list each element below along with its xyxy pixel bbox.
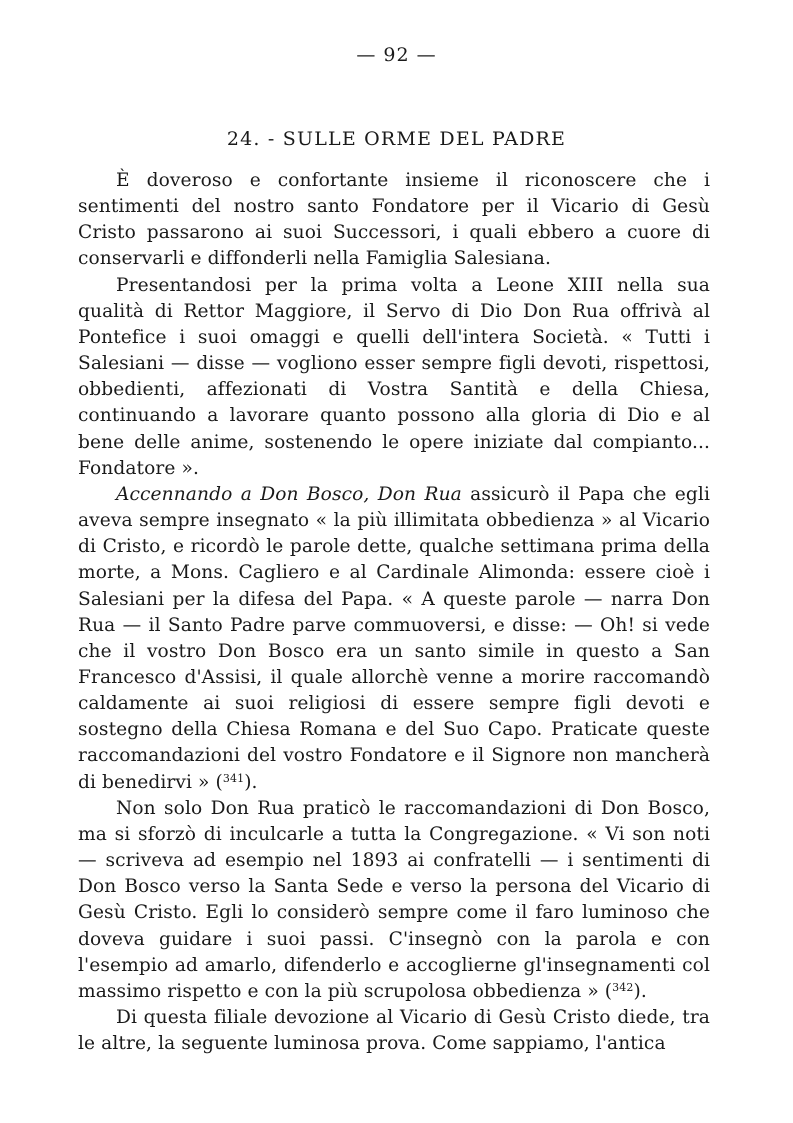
italic-phrase: Accennando a Don Bosco, Don Rua [116, 483, 462, 505]
footnote-ref-341: 341 [222, 771, 245, 785]
paragraph-3 [78, 482, 710, 796]
footnote-ref-342: 342 [612, 980, 634, 994]
paragraph-4-text: Non solo Don Rua praticò le raccomandazioni di Don Bosco, ma si sforzò di inculcarle a tutta la Congregazione. « Vi son noti — scriveva ad esempio nel 1893 ai confratelli — i sentimenti di Don Bosco verso la Santa Sede e verso la persona del Vicario di Gesù Cristo. Egli lo considerò sempre come il faro luminoso che doveva guidare i suoi passi. C'insegnò con la parola e con l'esempio ad amarlo, difenderlo e accoglierne gl'insegnamenti col massimo rispetto e con la più scrupolosa obbedienza » ( [78, 797, 710, 1002]
paragraph-5: Di questa filiale devozione al Vicario di Gesù Cristo diede, tra le altre, la seguente luminosa prova. Come sappiamo, l'antica [78, 1007, 710, 1055]
section-title: 24. - SULLE ORME DEL PADRE [226, 128, 567, 150]
paragraph-2: Presentandosi per la prima volta a Leone XIII nella sua qualità di Rettor Maggiore, il Servo di Dio Don Rua offrivà al Pontefice i suoi omaggi e quelli dell'intera Società. « Tutti i Salesiani — disse — vogliono esser sempre figli devoti, rispettosi, obbedienti, affezionati di Vostra Santità e della Chiesa, continuando a lavorare quanto possono alla gloria di Dio e al bene delle anime, sostenendo le opere iniziate dal compianto... Fondatore ». [78, 274, 710, 479]
paragraph-1: È doveroso e confortante insieme il riconoscere che i sentimenti del nostro santo Fondatore per il Vicario di Gesù Cristo passarono ai suoi Successori, i quali ebbero a cuore di conservarli e diffonderli nella Famiglia Salesiana. [78, 170, 710, 270]
paragraph-4-end: ). [633, 980, 647, 1002]
paragraph-3-text: assicurò il Papa che egli aveva sempre insegnato « la più illimitata obbedienza » al Vicario di Cristo, e ricordò le parole dette, qualche settimana prima della morte, a Mons. Cagliero e al Cardinale Alimonda: essere cioè i Salesiani per la difesa del Papa. « A queste parole — narra Don Rua — il Santo Padre parve commuoversi, e disse: — Oh! si vede che il vostro Don Bosco era un santo simile in questo a San Francesco d'Assisi, il quale allorchè venne a morire raccomandò caldamente ai suoi religiosi di essere sempre figli devoti e sostegno della Chiesa Romana e del Suo Capo. Praticate queste raccomandazioni del vostro Fondatore e il Signore non mancherà di benedirvi » ( [78, 483, 710, 793]
paragraph-4 [78, 796, 710, 1005]
page-number: — 92 — [356, 44, 437, 66]
paragraph-3-end: ). [244, 771, 258, 793]
body-text [78, 168, 710, 1057]
